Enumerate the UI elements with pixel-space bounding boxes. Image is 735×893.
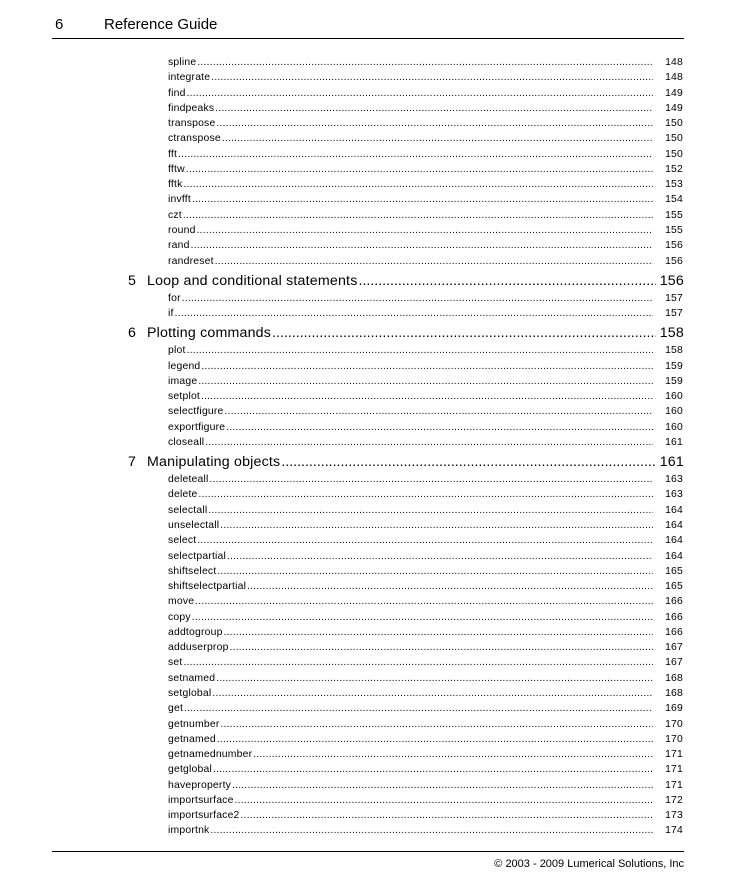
entry-page-number: 154 xyxy=(665,194,683,206)
entry-title: spline xyxy=(168,57,197,68)
dot-leader xyxy=(184,703,653,714)
entry-page-number: 148 xyxy=(665,57,683,68)
entry-title: round xyxy=(168,224,196,236)
toc-entry[interactable] xyxy=(168,535,683,550)
entry-page-number: 158 xyxy=(665,345,683,357)
entry-page-number: 168 xyxy=(665,687,683,699)
dot-leader xyxy=(217,734,653,745)
entry-title: setplot xyxy=(168,391,201,403)
dot-leader xyxy=(220,520,653,531)
toc-entry[interactable] xyxy=(168,133,683,148)
dot-leader xyxy=(183,179,653,190)
toc-entry[interactable] xyxy=(168,719,683,734)
entry-title: integrate xyxy=(168,72,211,84)
toc-entry[interactable] xyxy=(168,551,683,566)
entry-title: addtogroup xyxy=(168,626,223,638)
entry-title: select xyxy=(168,535,197,547)
toc-entry[interactable] xyxy=(168,72,683,87)
entry-title: getnamed xyxy=(168,733,216,745)
dot-leader xyxy=(192,194,653,205)
toc-entry[interactable] xyxy=(168,164,683,179)
dot-leader xyxy=(175,308,653,319)
entry-title: setglobal xyxy=(168,687,212,699)
entry-page-number: 159 xyxy=(665,375,683,387)
dot-leader xyxy=(213,764,653,775)
toc-section-entry[interactable] xyxy=(128,454,684,474)
toc-entry[interactable] xyxy=(168,256,683,271)
dot-leader xyxy=(215,103,653,114)
entry-page-number: 171 xyxy=(665,764,683,776)
copyright-notice: © 2003 - 2009 Lumerical Solutions, Inc xyxy=(494,858,684,870)
toc-entry[interactable] xyxy=(168,657,683,672)
running-title: Reference Guide xyxy=(104,16,218,33)
entry-page-number: 150 xyxy=(665,118,683,130)
dot-leader xyxy=(210,825,653,836)
entry-page-number: 166 xyxy=(665,596,683,608)
entry-title: fftw xyxy=(168,163,185,175)
dot-leader xyxy=(281,454,656,470)
toc-entry[interactable] xyxy=(168,194,683,209)
dot-leader xyxy=(182,293,653,304)
entry-page-number: 150 xyxy=(665,148,683,160)
entry-title: unselectall xyxy=(168,520,220,532)
entry-page-number: 160 xyxy=(665,406,683,418)
toc-entry[interactable] xyxy=(168,422,683,437)
entry-page-number: 164 xyxy=(665,504,683,516)
dot-leader xyxy=(232,780,653,791)
toc-entry[interactable] xyxy=(168,210,683,225)
toc-entry[interactable] xyxy=(168,749,683,764)
dot-leader xyxy=(227,551,653,562)
entry-title: for xyxy=(168,292,181,304)
entry-page-number: 155 xyxy=(665,209,683,221)
entry-page-number: 156 xyxy=(659,272,684,289)
dot-leader xyxy=(215,256,653,267)
dot-leader xyxy=(198,376,653,387)
entry-page-number: 156 xyxy=(665,240,683,252)
entry-title: haveproperty xyxy=(168,779,232,791)
dot-leader xyxy=(192,612,653,623)
entry-page-number: 172 xyxy=(665,794,683,806)
toc-entry[interactable] xyxy=(168,345,683,360)
entry-title: plot xyxy=(168,345,186,357)
entry-title: getglobal xyxy=(168,764,212,776)
entry-page-number: 167 xyxy=(665,657,683,669)
section-number: 6 xyxy=(128,325,137,342)
toc-entry[interactable] xyxy=(168,734,683,749)
toc-entry[interactable] xyxy=(168,406,683,421)
toc-entry[interactable] xyxy=(168,437,683,452)
entry-page-number: 164 xyxy=(665,550,683,562)
entry-page-number: 170 xyxy=(665,733,683,745)
dot-leader xyxy=(197,535,653,546)
entry-title: find xyxy=(168,87,186,99)
entry-title: getnamednumber xyxy=(168,749,253,761)
toc-entry[interactable] xyxy=(168,225,683,240)
entry-page-number: 149 xyxy=(665,102,683,114)
dot-leader xyxy=(178,149,653,160)
entry-title: randreset xyxy=(168,255,214,267)
entry-title: shiftselectpartial xyxy=(168,581,247,593)
entry-title: Loop and conditional statements xyxy=(147,272,358,289)
entry-page-number: 166 xyxy=(665,626,683,638)
entry-title: importnk xyxy=(168,825,210,837)
entry-title: copy xyxy=(168,611,191,623)
toc-entry[interactable] xyxy=(168,293,683,308)
entry-title: if xyxy=(168,308,174,320)
entry-title: invfft xyxy=(168,194,191,206)
entry-page-number: 155 xyxy=(665,224,683,236)
toc-entry[interactable] xyxy=(168,505,683,520)
entry-title: legend xyxy=(168,360,201,372)
toc-section-entry[interactable] xyxy=(128,325,684,345)
dot-leader xyxy=(201,361,653,372)
dot-leader xyxy=(225,406,653,417)
entry-title: selectfigure xyxy=(168,406,224,418)
entry-page-number: 150 xyxy=(665,133,683,145)
toc-entry[interactable] xyxy=(168,596,683,611)
toc-entry[interactable] xyxy=(168,688,683,703)
entry-page-number: 159 xyxy=(665,360,683,372)
page-number: 6 xyxy=(55,16,64,33)
dot-leader xyxy=(186,164,653,175)
dot-leader xyxy=(197,225,653,236)
entry-page-number: 166 xyxy=(665,611,683,623)
dot-leader xyxy=(211,72,653,83)
toc-entry[interactable] xyxy=(168,240,683,255)
dot-leader xyxy=(216,118,653,129)
entry-page-number: 157 xyxy=(665,308,683,320)
entry-title: set xyxy=(168,657,183,669)
toc-entry[interactable] xyxy=(168,88,683,103)
toc-entry[interactable] xyxy=(168,57,683,72)
toc-entry[interactable] xyxy=(168,612,683,627)
dot-leader xyxy=(183,210,653,221)
toc-entry[interactable] xyxy=(168,308,683,323)
dot-leader xyxy=(201,391,653,402)
toc-entry[interactable] xyxy=(168,376,683,391)
dot-leader xyxy=(210,474,653,485)
entry-title: getnumber xyxy=(168,718,220,730)
entry-title: Manipulating objects xyxy=(147,454,281,471)
entry-title: deleteall xyxy=(168,474,209,486)
dot-leader xyxy=(359,273,657,289)
entry-title: adduserprop xyxy=(168,642,229,654)
entry-page-number: 168 xyxy=(665,672,683,684)
entry-title: transpose xyxy=(168,118,216,130)
dot-leader xyxy=(212,688,653,699)
toc-entry[interactable] xyxy=(168,825,683,840)
toc-entry[interactable] xyxy=(168,764,683,779)
dot-leader xyxy=(272,325,656,341)
entry-page-number: 165 xyxy=(665,581,683,593)
entry-title: fft xyxy=(168,148,178,160)
entry-page-number: 173 xyxy=(665,810,683,822)
entry-title: importsurface xyxy=(168,794,234,806)
entry-page-number: 160 xyxy=(665,421,683,433)
entry-title: czt xyxy=(168,209,182,221)
entry-title: delete xyxy=(168,489,198,501)
entry-page-number: 161 xyxy=(665,436,683,448)
toc-entry[interactable] xyxy=(168,391,683,406)
dot-leader xyxy=(187,88,653,99)
entry-page-number: 169 xyxy=(665,703,683,715)
toc-entry[interactable] xyxy=(168,118,683,133)
entry-title: image xyxy=(168,375,198,387)
dot-leader xyxy=(191,240,653,251)
dot-leader xyxy=(230,642,653,653)
entry-page-number: 170 xyxy=(665,718,683,730)
entry-page-number: 152 xyxy=(665,163,683,175)
entry-title: move xyxy=(168,596,195,608)
entry-title: findpeaks xyxy=(168,102,215,114)
toc-entry[interactable] xyxy=(168,474,683,489)
entry-title: get xyxy=(168,703,184,715)
entry-page-number: 167 xyxy=(665,642,683,654)
dot-leader xyxy=(199,489,653,500)
entry-page-number: 161 xyxy=(659,454,684,471)
page-footer xyxy=(52,851,684,870)
dot-leader xyxy=(224,627,653,638)
dot-leader xyxy=(195,596,653,607)
entry-page-number: 149 xyxy=(665,87,683,99)
entry-page-number: 153 xyxy=(665,179,683,191)
toc-entry[interactable] xyxy=(168,810,683,825)
toc-entry[interactable] xyxy=(168,581,683,596)
dot-leader xyxy=(187,345,653,356)
toc-entry[interactable] xyxy=(168,627,683,642)
entry-title: Plotting commands xyxy=(147,325,272,342)
dot-leader xyxy=(235,795,653,806)
toc-entry[interactable] xyxy=(168,566,683,581)
toc-entry[interactable] xyxy=(168,520,683,535)
section-number: 5 xyxy=(128,272,137,289)
toc-entry[interactable] xyxy=(168,179,683,194)
toc-entry[interactable] xyxy=(168,103,683,118)
entry-page-number: 165 xyxy=(665,565,683,577)
toc-section-entry[interactable] xyxy=(128,273,684,293)
entry-title: closeall xyxy=(168,436,205,448)
toc-entry[interactable] xyxy=(168,703,683,718)
dot-leader xyxy=(216,673,653,684)
entry-page-number: 171 xyxy=(665,749,683,761)
dot-leader xyxy=(217,566,653,577)
entry-page-number: 171 xyxy=(665,779,683,791)
dot-leader xyxy=(183,657,653,668)
entry-page-number: 160 xyxy=(665,391,683,403)
dot-leader xyxy=(226,422,653,433)
entry-title: rand xyxy=(168,240,190,252)
dot-leader xyxy=(220,719,653,730)
entry-page-number: 163 xyxy=(665,474,683,486)
entry-title: setnamed xyxy=(168,672,216,684)
entry-page-number: 164 xyxy=(665,520,683,532)
dot-leader xyxy=(247,581,653,592)
toc-entry[interactable] xyxy=(168,780,683,795)
toc-entry[interactable] xyxy=(168,795,683,810)
toc-entry[interactable] xyxy=(168,361,683,376)
toc-entry[interactable] xyxy=(168,489,683,504)
dot-leader xyxy=(197,57,653,68)
entry-page-number: 174 xyxy=(665,825,683,837)
entry-page-number: 156 xyxy=(665,255,683,267)
entry-page-number: 163 xyxy=(665,489,683,501)
dot-leader xyxy=(253,749,653,760)
entry-title: selectpartial xyxy=(168,550,227,562)
dot-leader xyxy=(222,133,653,144)
entry-title: exportfigure xyxy=(168,421,226,433)
entry-page-number: 158 xyxy=(659,325,684,342)
section-number: 7 xyxy=(128,454,137,471)
toc-entry[interactable] xyxy=(168,642,683,657)
entry-title: shiftselect xyxy=(168,565,217,577)
toc-entry[interactable] xyxy=(168,149,683,164)
entry-title: selectall xyxy=(168,504,208,516)
entry-title: fftk xyxy=(168,179,183,191)
entry-title: ctranspose xyxy=(168,133,221,145)
dot-leader xyxy=(205,437,653,448)
dot-leader xyxy=(208,505,653,516)
entry-page-number: 164 xyxy=(665,535,683,547)
toc-entry[interactable] xyxy=(168,673,683,688)
entry-page-number: 148 xyxy=(665,72,683,84)
entry-page-number: 157 xyxy=(665,292,683,304)
entry-title: importsurface2 xyxy=(168,810,240,822)
dot-leader xyxy=(241,810,653,821)
